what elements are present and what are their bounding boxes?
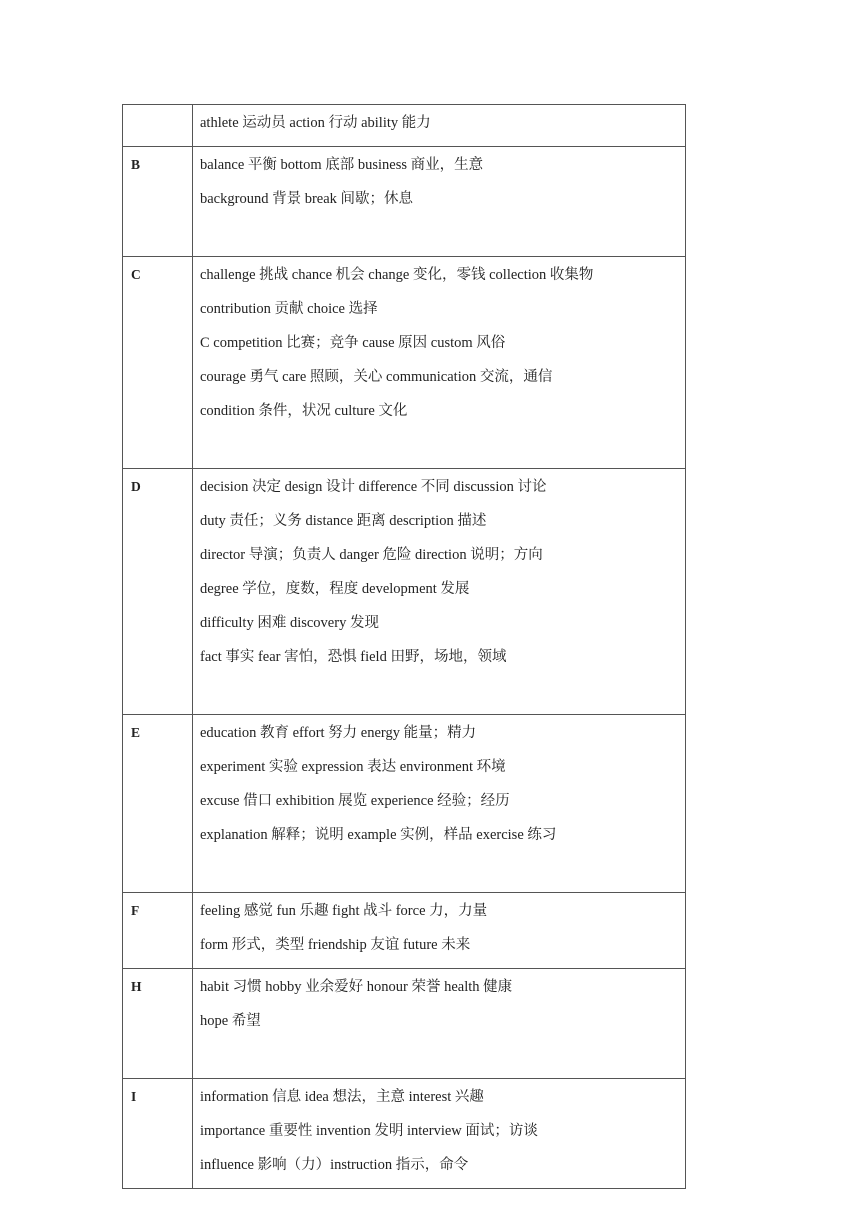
letter-cell: F bbox=[123, 893, 193, 969]
word-line: condition 条件，状况 culture 文化 bbox=[200, 403, 408, 419]
letter-cell: B bbox=[123, 147, 193, 257]
word-line: fact 事实 fear 害怕，恐惧 field 田野，场地，领域 bbox=[200, 649, 507, 665]
word-line: decision 决定 design 设计 difference 不同 discussion 讨论 bbox=[200, 479, 547, 495]
word-line: duty 责任；义务 distance 距离 description 描述 bbox=[200, 513, 487, 529]
word-line: explanation 解释；说明 example 实例，样品 exercise 练习 bbox=[200, 827, 557, 843]
table-row bbox=[123, 105, 686, 147]
table-row bbox=[123, 257, 686, 469]
words-cell bbox=[193, 1079, 686, 1189]
words-cell bbox=[193, 969, 686, 1079]
table-row bbox=[123, 969, 686, 1079]
words-cell bbox=[193, 469, 686, 715]
letter-cell: C bbox=[123, 257, 193, 469]
words-cell bbox=[193, 715, 686, 893]
table-row bbox=[123, 715, 686, 893]
word-line: difficulty 困难 discovery 发现 bbox=[200, 615, 379, 631]
word-line: degree 学位，度数，程度 development 发展 bbox=[200, 581, 470, 597]
vocabulary-table bbox=[122, 104, 686, 1189]
word-line: athlete 运动员 action 行动 ability 能力 bbox=[200, 115, 431, 131]
letter-cell: H bbox=[123, 969, 193, 1079]
blank-line bbox=[200, 222, 679, 256]
word-line: director 导演；负责人 danger 危险 direction 说明；方向 bbox=[200, 547, 543, 563]
word-line: influence 影响（力）instruction 指示，命令 bbox=[200, 1157, 469, 1173]
words-cell bbox=[193, 105, 686, 147]
word-line: information 信息 idea 想法，主意 interest 兴趣 bbox=[200, 1089, 484, 1105]
letter-cell: D bbox=[123, 469, 193, 715]
letter-cell: I bbox=[123, 1079, 193, 1189]
table-row bbox=[123, 147, 686, 257]
blank-line bbox=[200, 680, 679, 714]
word-line: excuse 借口 exhibition 展览 experience 经验；经历 bbox=[200, 793, 510, 809]
letter-cell: E bbox=[123, 715, 193, 893]
table-row bbox=[123, 469, 686, 715]
word-line: education 教育 effort 努力 energy 能量；精力 bbox=[200, 725, 477, 741]
word-line: form 形式，类型 friendship 友谊 future 未来 bbox=[200, 937, 471, 953]
words-cell bbox=[193, 893, 686, 969]
word-line: importance 重要性 invention 发明 interview 面试；访谈 bbox=[200, 1123, 538, 1139]
table-row bbox=[123, 1079, 686, 1189]
table-row bbox=[123, 893, 686, 969]
word-line: contribution 贡献 choice 选择 bbox=[200, 301, 378, 317]
letter-cell bbox=[123, 105, 193, 147]
word-line: balance 平衡 bottom 底部 business 商业，生意 bbox=[200, 157, 484, 173]
word-line: courage 勇气 care 照顾，关心 communication 交流，通信 bbox=[200, 369, 553, 385]
word-line: C competition 比赛；竞争 cause 原因 custom 风俗 bbox=[200, 335, 506, 351]
blank-line bbox=[200, 434, 679, 468]
word-line: feeling 感觉 fun 乐趣 fight 战斗 force 力，力量 bbox=[200, 903, 488, 919]
word-line: habit 习惯 hobby 业余爱好 honour 荣誉 health 健康 bbox=[200, 979, 513, 995]
blank-line bbox=[200, 858, 679, 892]
word-line: challenge 挑战 chance 机会 change 变化，零钱 collection 收集物 bbox=[200, 267, 594, 283]
vocabulary-table-body bbox=[123, 105, 686, 1189]
words-cell bbox=[193, 257, 686, 469]
word-line: hope 希望 bbox=[200, 1013, 261, 1029]
word-line: background 背景 break 间歇；休息 bbox=[200, 191, 414, 207]
blank-line bbox=[200, 1044, 679, 1078]
word-line: experiment 实验 expression 表达 environment 环境 bbox=[200, 759, 506, 775]
words-cell bbox=[193, 147, 686, 257]
